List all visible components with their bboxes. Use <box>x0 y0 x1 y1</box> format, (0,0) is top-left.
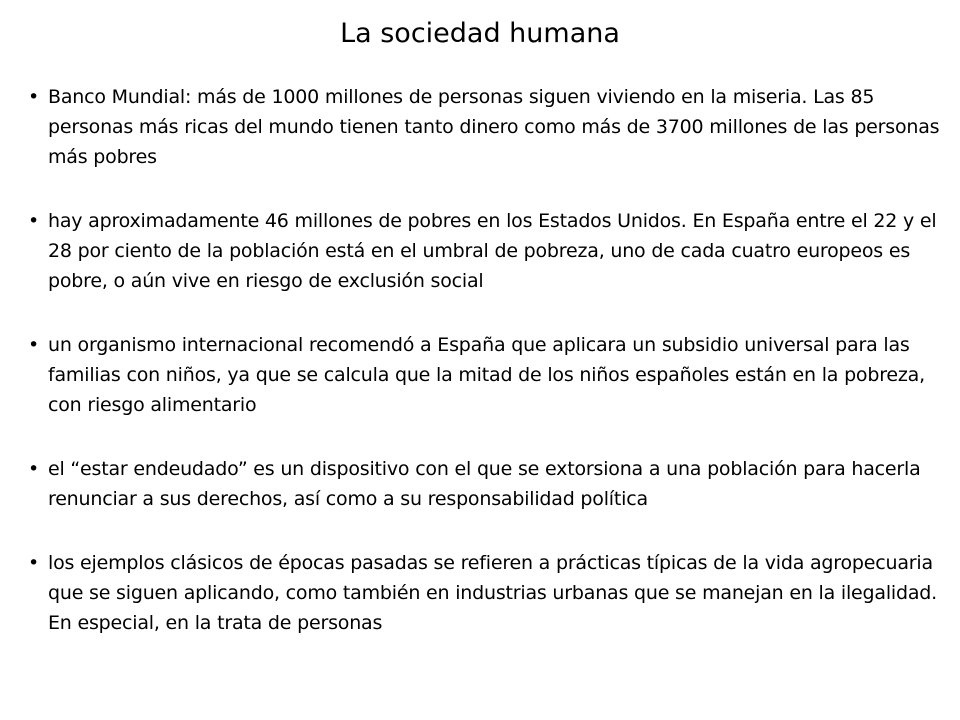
bullet-text: hay aproximadamente 46 millones de pobres en los Estados Unidos. En España entre el 22 y el 28 por ciento de la población está en el umbral de pobreza, uno de cada cuatro europeos es pobre, o aún vive en riesgo de exclusión social <box>48 210 937 292</box>
bullet-dot-icon: • <box>28 458 40 480</box>
bullet-item-classic-examples <box>28 548 956 638</box>
bullet-text: los ejemplos clásicos de épocas pasadas se refieren a prácticas típicas de la vida agropecuaria que se siguen aplicando, como también en industrias urbanas que se manejan en la ilegalidad. En especial, en la trata de personas <box>48 552 938 634</box>
bullet-list <box>28 82 956 638</box>
bullet-item-world-bank <box>28 82 956 172</box>
bullet-text: Banco Mundial: más de 1000 millones de personas siguen viviendo en la miseria. Las 85 personas más ricas del mundo tienen tanto dinero como más de 3700 millones de las personas más pobres <box>48 86 940 168</box>
bullet-dot-icon: • <box>28 210 40 232</box>
bullet-text: el “estar endeudado” es un dispositivo con el que se extorsiona a una población para hacerla renunciar a sus derechos, así como a su responsabilidad política <box>48 458 921 510</box>
bullet-dot-icon: • <box>28 86 40 108</box>
slide-title: La sociedad humana <box>340 18 620 49</box>
bullet-dot-icon: • <box>28 334 40 356</box>
bullet-item-us-spain-poverty <box>28 206 956 296</box>
bullet-item-universal-subsidy <box>28 330 956 420</box>
bullet-item-debt <box>28 454 956 514</box>
bullet-dot-icon: • <box>28 552 40 574</box>
bullet-text: un organismo internacional recomendó a España que aplicara un subsidio universal para las familias con niños, ya que se calcula que la mitad de los niños españoles están en la pobreza, con riesgo alimentario <box>48 334 925 416</box>
